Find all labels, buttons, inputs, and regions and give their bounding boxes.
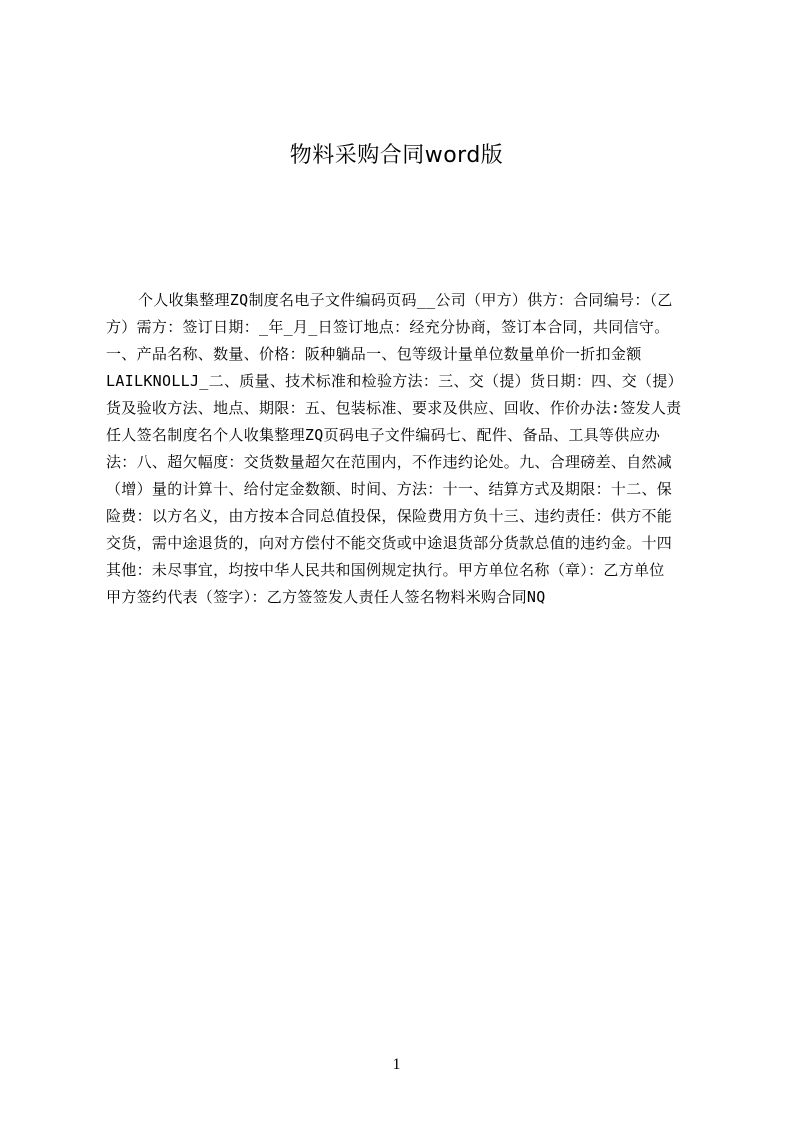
body-line: 一、产品名称、数量、价格：阪种躺品一、包等级计量单位数量单价一折扣金额: [106, 345, 642, 363]
body-line: 交货，需中途退货的，向对方偿付不能交货或中途退货部分货款总值的违约金。十四: [106, 534, 673, 552]
body-line: 其他：未尽事宜，均按中华人民共和国例规定执行。甲方单位名称（章）：乙方单位: [106, 561, 665, 579]
body-line: 货及验收方法、地点、期限：五、包装标准、要求及供应、回收、作价办法:签发人责: [106, 399, 682, 417]
body-line: 法：八、超欠幅度：交货数量超欠在范围内，不作违约论处。九、合理磅差、自然减: [106, 453, 673, 471]
document-title: 物料采购合同word版: [289, 143, 504, 168]
body-line: 方）需方：签订日期：_年_月_日签订地点：经充分协商，签订本合同，共同信守。: [106, 318, 670, 336]
body-line: （增）量的计算十、给付定金数额、时间、方法：十一、结算方式及期限：十二、保: [106, 480, 673, 498]
page-number: 1: [392, 1056, 401, 1073]
body-line: 甲方签约代表（签字）：乙方签签发人责任人签名物料米购合同NQ: [106, 588, 546, 606]
body-line: 任人签名制度名个人收集整理ZQ页码电子文件编码七、配件、备品、工具等供应办: [106, 426, 661, 444]
contract-body: [106, 287, 697, 607]
body-line: 险费：以方名义，由方按本合同总值投保，保险费用方负十三、违约责任：供方不能: [106, 507, 673, 525]
body-line: LAILKNOLLJ_二、质量、技术标准和检验方法：三、交（提）货日期：四、交（提）: [106, 372, 683, 390]
body-line: 个人收集整理ZQ制度名电子文件编码页码__公司（甲方）供方：合同编号：（乙: [138, 291, 673, 309]
